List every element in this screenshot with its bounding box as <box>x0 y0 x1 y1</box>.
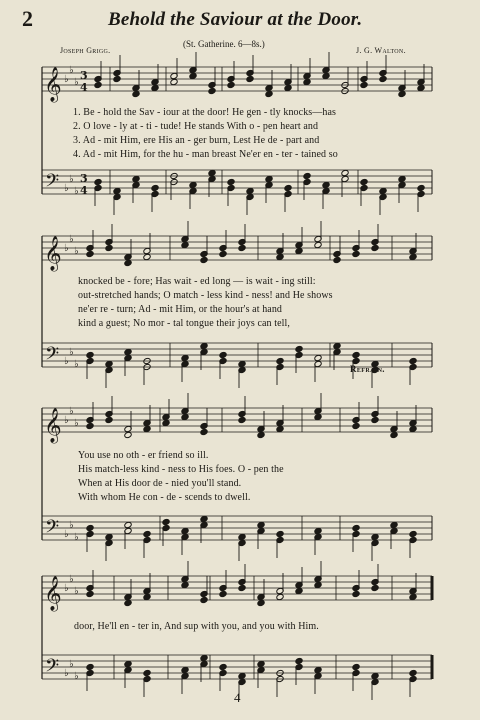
svg-text:♭: ♭ <box>74 359 79 370</box>
svg-text:4: 4 <box>80 184 88 197</box>
svg-text:♭: ♭ <box>69 65 74 76</box>
author-credit: Joseph Grigg. <box>60 46 111 55</box>
svg-text:♭: ♭ <box>74 246 79 257</box>
svg-text:3: 3 <box>80 172 88 185</box>
lyric-line: With whom He con - de - scends to dwell. <box>78 492 251 503</box>
svg-text:♭: ♭ <box>69 406 74 417</box>
lyric-line: door, He'll en - ter in, And sup with you, and you with Him. <box>74 621 319 632</box>
svg-text:♭: ♭ <box>64 183 69 194</box>
lyric-line: 4. Ad - mit Him, for the hu - man breast Ne'er en - ter - tained so <box>73 149 338 160</box>
svg-text:♭: ♭ <box>64 415 69 426</box>
lyric-line: 2. O love - ly at - ti - tude! He stands With o - pen heart and <box>73 121 319 132</box>
svg-text:4: 4 <box>80 81 88 94</box>
lyric-line: ne'er re - turn; Ad - mit Him, or the hour's at hand <box>78 304 283 315</box>
lyric-line: knocked be - fore; Has wait - ed long — is wait - ing still: <box>78 276 316 287</box>
lyric-line: 1. Be - hold the Sav - iour at the door! He gen - tly knocks—has <box>73 107 337 118</box>
svg-text:♭: ♭ <box>69 347 74 358</box>
lyric-line: kind a guest; No mor - tal tongue their joys can tell, <box>78 318 291 329</box>
svg-text:𝄢: 𝄢 <box>45 517 60 542</box>
svg-text:𝄞: 𝄞 <box>44 576 62 611</box>
hymn-title: Behold the Saviour at the Door. <box>108 9 363 30</box>
svg-text:𝄞: 𝄞 <box>44 408 62 443</box>
refrain-label: Refrain. <box>350 364 385 374</box>
svg-text:♭: ♭ <box>74 186 79 197</box>
tune-meter: (St. Gatherine. 6—8s.) <box>183 39 265 49</box>
svg-text:𝄢: 𝄢 <box>45 656 60 681</box>
page-number: 4 <box>234 690 241 705</box>
svg-text:𝄞: 𝄞 <box>44 67 62 102</box>
svg-text:♭: ♭ <box>69 234 74 245</box>
svg-text:♭: ♭ <box>64 529 69 540</box>
lyric-line: out-stretched hands; O match - less kind - ness! and He shows <box>78 290 333 301</box>
svg-text:𝄢: 𝄢 <box>45 171 60 196</box>
svg-text:♭: ♭ <box>64 356 69 367</box>
svg-text:♭: ♭ <box>69 659 74 670</box>
lyric-line: His match-less kind - ness to His foes. O - pen the <box>78 464 284 475</box>
svg-text:♭: ♭ <box>74 586 79 597</box>
svg-text:𝄢: 𝄢 <box>45 344 60 369</box>
hymn-number: 2 <box>22 6 33 31</box>
svg-text:♭: ♭ <box>64 583 69 594</box>
svg-text:♭: ♭ <box>64 668 69 679</box>
lyric-line: You use no oth - er friend so ill. <box>78 450 209 461</box>
svg-text:♭: ♭ <box>74 532 79 543</box>
svg-text:♭: ♭ <box>74 77 79 88</box>
svg-text:♭: ♭ <box>69 520 74 531</box>
svg-text:♭: ♭ <box>64 243 69 254</box>
composer-credit: J. G. Walton. <box>356 46 406 55</box>
lyric-line: 3. Ad - mit Him, ere His an - ger burn, Lest He de - part and <box>73 135 320 146</box>
lyric-line: When at His door de - nied you'll stand. <box>78 478 242 489</box>
svg-text:♭: ♭ <box>74 418 79 429</box>
svg-text:♭: ♭ <box>74 671 79 682</box>
svg-text:3: 3 <box>80 69 88 82</box>
svg-text:♭: ♭ <box>64 74 69 85</box>
svg-text:♭: ♭ <box>69 574 74 585</box>
svg-text:𝄞: 𝄞 <box>44 236 62 271</box>
svg-text:♭: ♭ <box>69 174 74 185</box>
